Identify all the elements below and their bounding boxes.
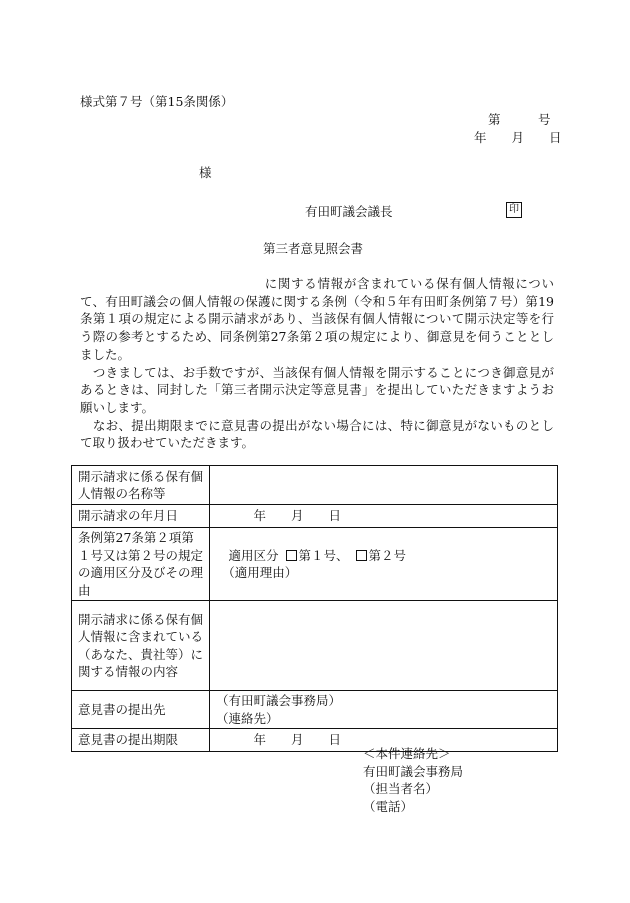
row-value-applicable-category (210, 528, 558, 601)
category-line (216, 547, 552, 565)
table-row (72, 691, 558, 729)
info-table (71, 465, 558, 752)
destination-office: （有田町議会事務局） (216, 693, 342, 708)
table-row (72, 729, 558, 752)
row-value-info-content (210, 601, 558, 691)
sender: 有田町議会議長 (305, 204, 393, 219)
body-paragraph-2: つきましては、お手数ですが、当該保有個人情報を開示することにつき御意見があるときは、同封した「第三者開示決定等意見書」を提出していただきますようお願いします。 (80, 364, 554, 415)
contact-heading: ＜本件連絡先＞ (363, 746, 451, 761)
contact-phone: （電話） (363, 798, 414, 814)
checkbox-item-2[interactable] (356, 550, 367, 561)
contact-person: （担当者名） (363, 781, 439, 796)
contact-office: 有田町議会事務局 (363, 763, 464, 779)
row-value-submission-destination (210, 691, 558, 729)
row-label-info-content: 開示請求に係る保有個人情報に含まれている（あなた、貴社等）に関する情報の内容 (72, 601, 210, 691)
checkbox-label-1: 第１号、 (298, 547, 349, 563)
table-row (72, 528, 558, 601)
document-title: 第三者意見照会書 (263, 241, 364, 256)
row-value-submission-deadline: 年 月 日 (210, 729, 558, 752)
row-label-applicable-category: 条例第27条第２項第１号又は第２号の規定の適用区分及びその理由 (72, 528, 210, 601)
row-label-submission-destination: 意見書の提出先 (72, 691, 210, 729)
row-value-request-date: 年 月 日 (210, 505, 558, 528)
body-paragraph-1: に関する情報が含まれている保有個人情報について、有田町議会の個人情報の保護に関する条例（令和５年有田町条例第７号）第19条第１項の規定による開示請求があり、当該保有個人情報について開示決定等を行う際の参考とするため、同条例第27条第２項の規定により、御意見を伺うこととしました。 (80, 276, 554, 362)
document-date: 年 月 日 (474, 130, 562, 145)
document-number: 第 号 (488, 112, 551, 127)
row-label-info-name: 開示請求に係る保有個人情報の名称等 (72, 466, 210, 505)
body-paragraph-3: なお、提出期限までに意見書の提出がない場合には、特に御意見がないものとして取り扱わせていただきます。 (80, 417, 554, 451)
row-label-request-date: 開示請求の年月日 (72, 505, 210, 528)
table-row (72, 505, 558, 528)
checkbox-label-2: 第２号 (368, 547, 407, 563)
reason-line: （適用理由） (216, 565, 298, 580)
row-label-submission-deadline: 意見書の提出期限 (72, 729, 210, 752)
addressee: 様 (199, 165, 212, 180)
form-number: 様式第７号（第15条関係） (80, 94, 234, 109)
row-value-info-name (210, 466, 558, 505)
seal-stamp: 印 (506, 202, 522, 218)
contact-block (363, 745, 463, 815)
table-row (72, 466, 558, 505)
destination-contact: （連絡先） (216, 710, 279, 726)
category-prefix: 適用区分 (216, 547, 279, 563)
body-text (80, 275, 554, 452)
checkbox-item-1[interactable] (286, 550, 297, 561)
table-row (72, 601, 558, 691)
